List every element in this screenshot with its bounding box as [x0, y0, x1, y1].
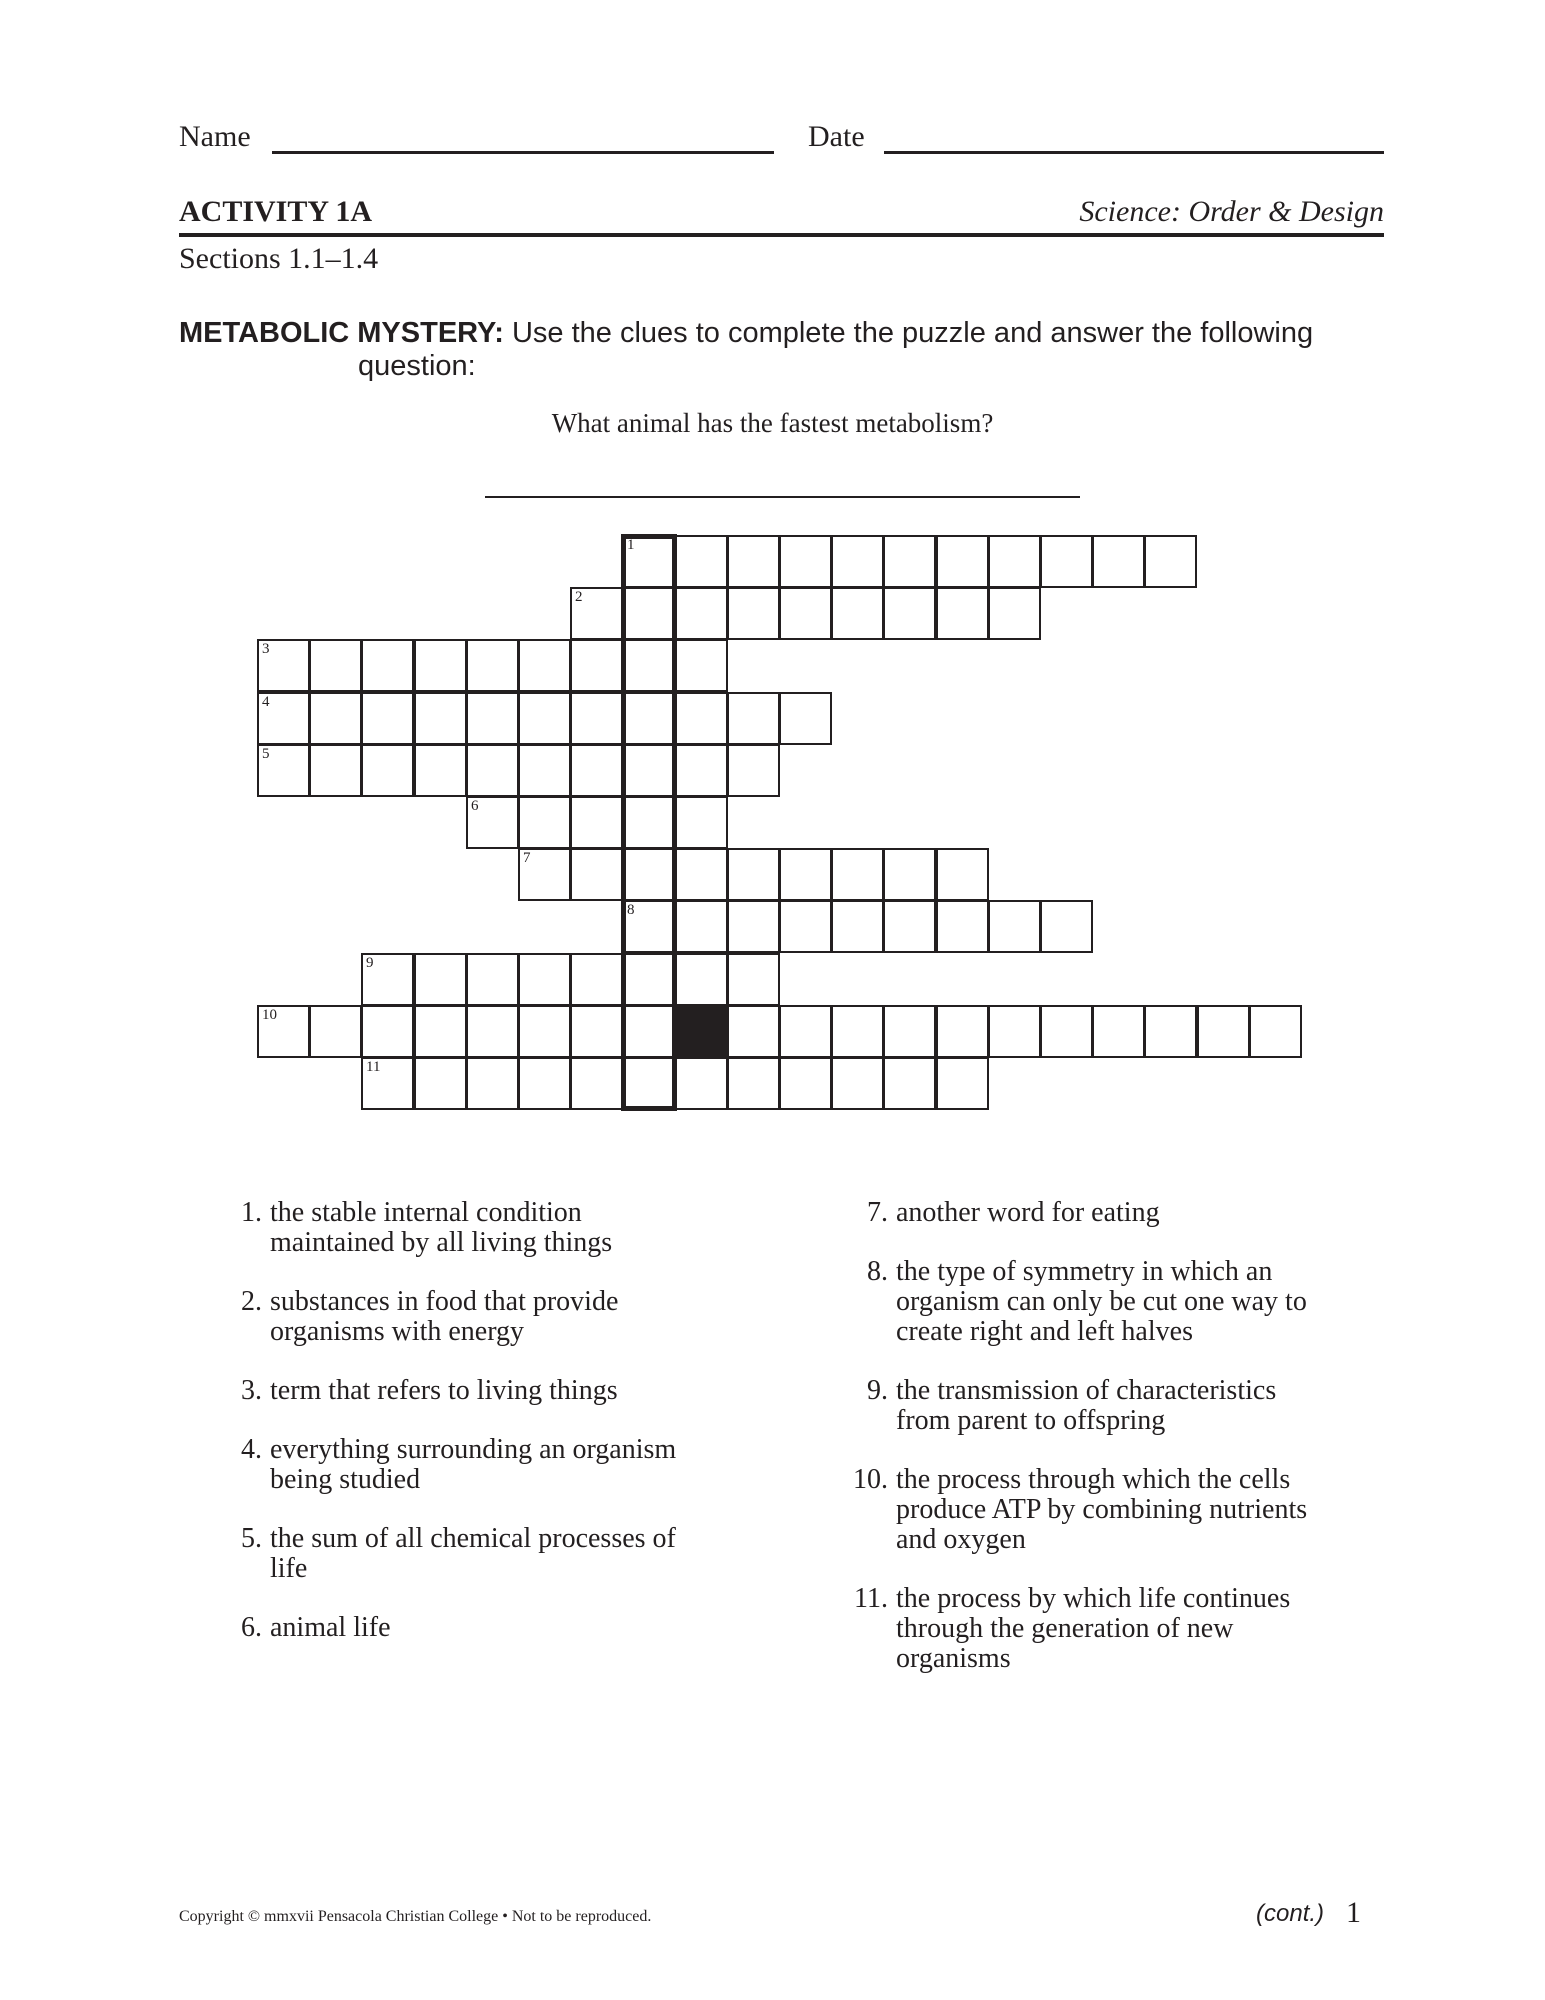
crossword-cell[interactable]	[414, 744, 467, 797]
clue-text: life	[270, 1553, 308, 1584]
crossword-cell[interactable]	[831, 900, 884, 953]
crossword-cell[interactable]	[988, 1005, 1041, 1058]
clue-number: 5.	[241, 1523, 262, 1554]
clue-text: being studied	[270, 1464, 421, 1495]
copyright-notice: Copyright © mmxvii Pensacola Christian College • Not to be reproduced.	[179, 1908, 652, 1925]
clue-text: animal life	[270, 1612, 391, 1643]
crossword-cell[interactable]	[570, 639, 623, 692]
clue-number: 9.	[867, 1375, 888, 1406]
crossword-cell[interactable]	[936, 900, 989, 953]
crossword-cell[interactable]	[831, 848, 884, 901]
crossword-cell[interactable]	[675, 692, 728, 745]
clue-text: term that refers to living things	[270, 1375, 618, 1406]
crossword-cell[interactable]	[727, 587, 780, 640]
name-field-line[interactable]	[272, 151, 774, 154]
crossword-cell[interactable]	[570, 744, 623, 797]
crossword-cell[interactable]	[518, 1057, 571, 1110]
crossword-cell[interactable]	[883, 535, 936, 588]
crossword-cell[interactable]	[570, 587, 623, 640]
crossword-cell[interactable]	[883, 900, 936, 953]
crossword-cell[interactable]	[779, 848, 832, 901]
clue-number: 1.	[241, 1197, 262, 1228]
crossword-cell[interactable]	[675, 796, 728, 849]
crossword-cell[interactable]	[361, 1005, 414, 1058]
clue-text: produce ATP by combining nutrients	[896, 1494, 1308, 1525]
crossword-cell[interactable]	[936, 587, 989, 640]
mystery-question: What animal has the fastest metabolism?	[551, 408, 994, 438]
date-label: Date	[808, 120, 865, 153]
crossword-cell[interactable]	[414, 1057, 467, 1110]
answer-line[interactable]	[485, 496, 1080, 498]
date-field-line[interactable]	[884, 151, 1384, 154]
clue-number-11: 11	[366, 1059, 381, 1075]
crossword-cell[interactable]	[361, 1057, 414, 1110]
clue-number-2: 2	[575, 589, 583, 605]
clue-text: the sum of all chemical processes of	[270, 1523, 676, 1554]
crossword-cell[interactable]	[779, 1005, 832, 1058]
crossword-cell[interactable]	[727, 953, 780, 1006]
clue-number: 4.	[241, 1434, 262, 1465]
clue-number-7: 7	[523, 850, 531, 866]
crossword-cell[interactable]	[518, 953, 571, 1006]
crossword-cell[interactable]	[414, 1005, 467, 1058]
crossword-cell[interactable]	[518, 692, 571, 745]
clue-text: the process through which the cells	[896, 1464, 1291, 1495]
name-label: Name	[179, 120, 251, 153]
clue-text: the transmission of characteristics	[896, 1375, 1277, 1406]
crossword-cell[interactable]	[831, 535, 884, 588]
crossword-cell[interactable]	[675, 953, 728, 1006]
clue-text: organisms with energy	[270, 1316, 525, 1347]
crossword-cell[interactable]	[518, 848, 571, 901]
crossword-cell[interactable]	[361, 953, 414, 1006]
clue-number-10: 10	[262, 1007, 277, 1023]
crossword-cell[interactable]	[361, 639, 414, 692]
clue-number: 6.	[241, 1612, 262, 1643]
crossword-cell[interactable]	[257, 692, 310, 745]
crossword-cell[interactable]	[466, 953, 519, 1006]
clue-text: the stable internal condition	[270, 1197, 582, 1228]
crossword-cell[interactable]	[414, 639, 467, 692]
crossword-cell[interactable]	[361, 692, 414, 745]
crossword-cell[interactable]	[466, 1057, 519, 1110]
clue-text: the type of symmetry in which an	[896, 1256, 1273, 1287]
crossword-cell[interactable]	[309, 1005, 362, 1058]
crossword-cell[interactable]	[727, 1005, 780, 1058]
crossword-cell[interactable]	[936, 1005, 989, 1058]
crossword-cell[interactable]	[1040, 1005, 1093, 1058]
crossword-cell[interactable]	[936, 1057, 989, 1110]
crossword-cell[interactable]	[466, 639, 519, 692]
clue-number: 8.	[867, 1256, 888, 1287]
crossword-cell[interactable]	[779, 692, 832, 745]
crossword-cell[interactable]	[727, 744, 780, 797]
crossword-cell[interactable]	[988, 900, 1041, 953]
crossword-cell[interactable]	[727, 848, 780, 901]
crossword-cell[interactable]	[570, 1005, 623, 1058]
crossword-cell[interactable]	[1197, 1005, 1250, 1058]
activity-title: ACTIVITY 1A	[179, 195, 373, 228]
crossword-cell[interactable]	[779, 900, 832, 953]
crossword-cell[interactable]	[257, 1005, 310, 1058]
clue-number-6: 6	[471, 798, 479, 814]
clue-number-3: 3	[262, 641, 270, 657]
crossword-cell[interactable]	[1144, 535, 1197, 588]
crossword-cell[interactable]	[883, 848, 936, 901]
crossword-cell[interactable]	[518, 1005, 571, 1058]
clue-number: 3.	[241, 1375, 262, 1406]
crossword-cell[interactable]	[988, 535, 1041, 588]
crossword-cell[interactable]	[518, 744, 571, 797]
crossword-cell[interactable]	[570, 796, 623, 849]
crossword-cell[interactable]	[570, 1057, 623, 1110]
crossword-cell[interactable]	[518, 639, 571, 692]
clue-text: another word for eating	[896, 1197, 1160, 1228]
continued-label: (cont.)	[1256, 1900, 1325, 1927]
crossword-cell[interactable]	[883, 1057, 936, 1110]
crossword-cell[interactable]	[883, 587, 936, 640]
sections-label: Sections 1.1–1.4	[179, 242, 379, 275]
blocked-cell	[675, 1005, 728, 1058]
instructions-line2: question:	[358, 350, 476, 382]
crossword-cell[interactable]	[257, 744, 310, 797]
clue-number-5: 5	[262, 746, 270, 762]
instructions	[179, 317, 1313, 350]
crossword-cell[interactable]	[1144, 1005, 1197, 1058]
crossword-cell[interactable]	[1092, 535, 1145, 588]
header-divider	[179, 233, 1384, 237]
crossword-cell[interactable]	[1092, 1005, 1145, 1058]
clue-number-1: 1	[627, 537, 635, 553]
instructions-line1: Use the clues to complete the puzzle and answer the following	[511, 317, 1314, 349]
subject-title: Science: Order & Design	[1079, 195, 1384, 228]
crossword-cell[interactable]	[466, 692, 519, 745]
clue-number: 7.	[867, 1197, 888, 1228]
clue-text: organisms	[896, 1643, 1011, 1674]
clue-text: organism can only be cut one way to	[896, 1286, 1307, 1317]
clue-number: 11.	[854, 1583, 888, 1614]
instructions-lead: METABOLIC MYSTERY:	[179, 317, 504, 349]
crossword-cell[interactable]	[1249, 1005, 1302, 1058]
crossword-cell[interactable]	[936, 535, 989, 588]
crossword-cell[interactable]	[414, 692, 467, 745]
crossword-cell[interactable]	[466, 796, 519, 849]
crossword-cell[interactable]	[309, 639, 362, 692]
clue-number-4: 4	[262, 694, 270, 710]
crossword-cell[interactable]	[779, 535, 832, 588]
clue-text: maintained by all living things	[270, 1227, 613, 1258]
page-number: 1	[1346, 1896, 1361, 1929]
crossword-cell[interactable]	[936, 848, 989, 901]
mystery-answer-column	[621, 534, 677, 1111]
crossword-cell[interactable]	[570, 848, 623, 901]
crossword-cell[interactable]	[570, 953, 623, 1006]
clue-text: and oxygen	[896, 1524, 1026, 1555]
crossword-cell[interactable]	[1040, 535, 1093, 588]
crossword-cell[interactable]	[831, 1057, 884, 1110]
crossword-cell[interactable]	[1040, 900, 1093, 953]
crossword-cell[interactable]	[831, 587, 884, 640]
crossword-cell[interactable]	[675, 900, 728, 953]
crossword-cell[interactable]	[727, 535, 780, 588]
crossword-cell[interactable]	[727, 1057, 780, 1110]
crossword-cell[interactable]	[675, 1057, 728, 1110]
clue-text: from parent to offspring	[896, 1405, 1166, 1436]
crossword-cell[interactable]	[883, 1005, 936, 1058]
clue-number: 10.	[853, 1464, 888, 1495]
clue-text: substances in food that provide	[270, 1286, 619, 1317]
clue-number-9: 9	[366, 955, 374, 971]
crossword-cell[interactable]	[831, 1005, 884, 1058]
clue-number: 2.	[241, 1286, 262, 1317]
crossword-cell[interactable]	[675, 744, 728, 797]
crossword-cell[interactable]	[309, 692, 362, 745]
crossword-cell[interactable]	[727, 692, 780, 745]
crossword-cell[interactable]	[779, 587, 832, 640]
crossword-cell[interactable]	[466, 1005, 519, 1058]
crossword-cell[interactable]	[727, 900, 780, 953]
clue-text: through the generation of new	[896, 1613, 1234, 1644]
crossword-cell[interactable]	[257, 639, 310, 692]
crossword-cell[interactable]	[309, 744, 362, 797]
crossword-cell[interactable]	[675, 848, 728, 901]
clue-text: the process by which life continues	[896, 1583, 1291, 1614]
clue-text: everything surrounding an organism	[270, 1434, 677, 1465]
crossword-cell[interactable]	[675, 535, 728, 588]
crossword-cell[interactable]	[518, 796, 571, 849]
crossword-cell[interactable]	[570, 692, 623, 745]
crossword-cell[interactable]	[466, 744, 519, 797]
crossword-cell[interactable]	[779, 1057, 832, 1110]
crossword-cell[interactable]	[988, 587, 1041, 640]
crossword-cell[interactable]	[675, 587, 728, 640]
clue-number-8: 8	[627, 902, 635, 918]
crossword-cell[interactable]	[361, 744, 414, 797]
crossword-cell[interactable]	[414, 953, 467, 1006]
crossword-cell[interactable]	[675, 639, 728, 692]
clue-text: create right and left halves	[896, 1316, 1193, 1347]
